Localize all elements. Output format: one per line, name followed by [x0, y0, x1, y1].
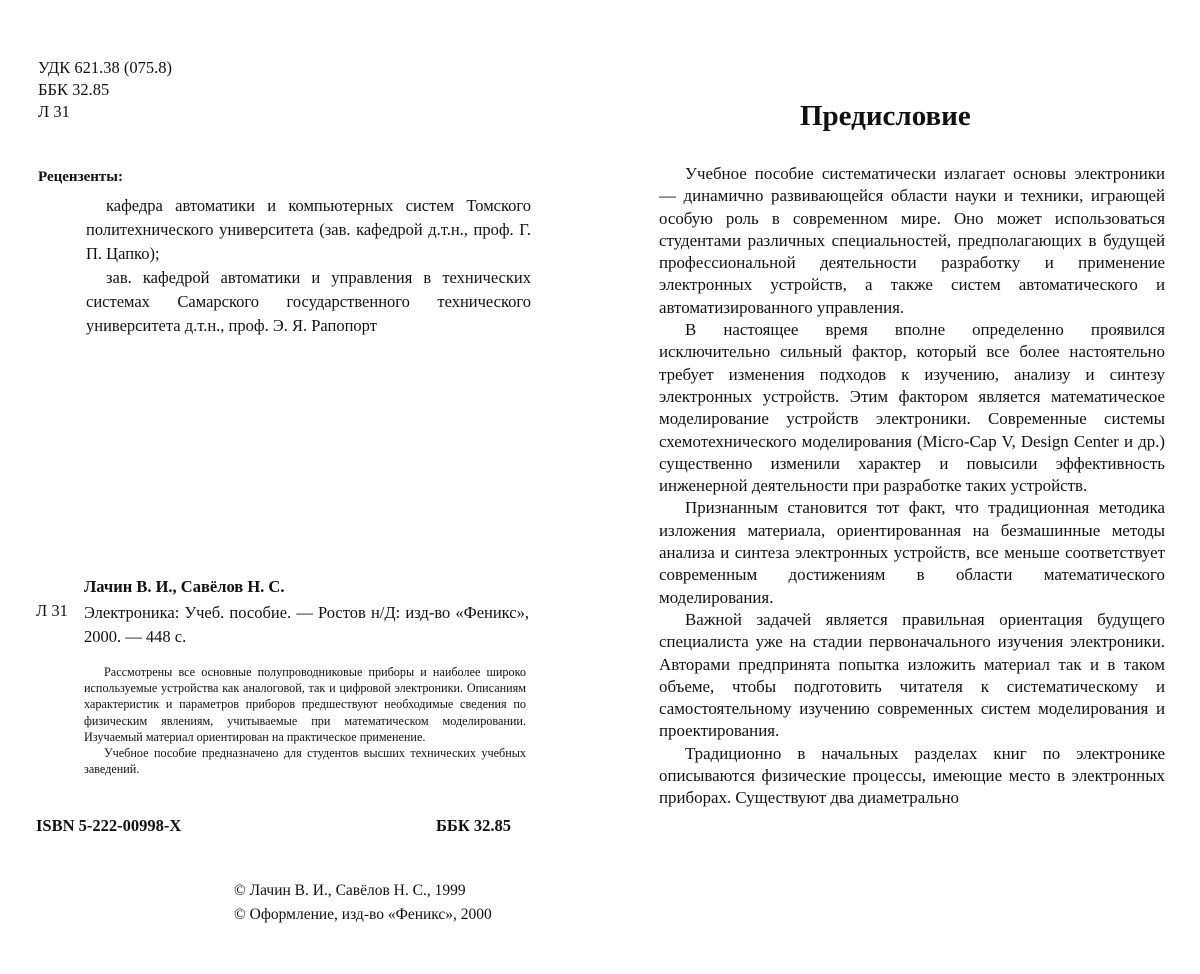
reviewer-entry: кафедра автоматики и компьютерных систем Томского политехнического университета (зав. кафедрой д.т.н., проф. Г. П. Цапко); [86, 196, 531, 263]
isbn: ISBN 5-222-00998-X [36, 816, 182, 835]
preface-body [659, 163, 1165, 810]
abstract-paragraph: Рассмотрены все основные полупроводниковые приборы и наиболее широко используемые устройства как аналоговой, так и цифровой электроники. Описаниям характеристик и параметров приборов предшествуют необходимые сведения по физическим явлениям, учитываемые при математическом моделировании. Изучаемый материал ориентирован на практическое применение. [84, 665, 526, 744]
copyright-block [234, 879, 492, 927]
reviewers-title: Рецензенты: [38, 169, 123, 185]
bbk-line: ББК 32.85 [38, 80, 110, 99]
abstract-paragraph: Учебное пособие предназначено для студентов высших технических учебных заведений. [84, 746, 526, 777]
preface-paragraph: Учебное пособие систематически излагает основы электроники — динамично развивающейся области науки и техники, играющей особую роль в современном мире. Оно может использоваться студентами различных специальностей, предполагающих в будущей профессиональной деятельности разработку и применение электронных устройств, а также систем автоматического и автоматизированного управления. [659, 164, 1165, 317]
preface-paragraph: Важной задачей является правильная ориентация будущего специалиста уже на стадии первоначального изучения электроники. Авторами предпринята попытка изложить материал так и в таком объеме, чтобы подготовить читателя к систематическому и самостоятельному изучению современных систем моделирования и проектирования. [659, 609, 1165, 741]
left-page [0, 0, 560, 974]
book-authors: Лачин В. И., Савёлов Н. С. [84, 577, 285, 596]
preface-paragraph: В настоящее время вполне определенно проявился исключительно сильный фактор, который все более настоятельно требует изменения подходов к изучению, анализу и синтезу электронных устройств. Этим фактором является математическое моделирование устройств электроники. Современные системы схемотехнического моделирования (Micro-Cap V, Design Center и др.) существенно изменили характер и повысили эффективность инженерной деятельности при разработке таких устройств. [659, 320, 1165, 496]
right-page [640, 0, 1200, 974]
udc-line: УДК 621.38 (075.8) [38, 58, 173, 77]
preface-title: Предисловие [800, 100, 971, 132]
preface-paragraph: Признанным становится тот факт, что традиционная методика изложения материала, ориентированная на безмашинные методы анализа и синтеза электронных устройств, все меньше соответствует современным достижениям в области математического моделирования. [659, 498, 1165, 607]
author-mark-line: Л 31 [38, 102, 70, 121]
catalog-code: Л 31 [36, 601, 68, 620]
udc-block [38, 57, 172, 123]
reviewers-list [86, 194, 531, 338]
book-abstract [84, 664, 526, 777]
reviewer-entry: зав. кафедрой автоматики и управления в технических системах Самарского государственного технического университета д.т.н., проф. Э. Я. Рапопорт [86, 268, 531, 335]
copyright-line: © Лачин В. И., Савёлов Н. С., 1999 [234, 882, 466, 899]
preface-paragraph: Традиционно в начальных разделах книг по электронике описываются физические процессы, имеющие место в электронных приборах. Существуют два диаметрально [659, 743, 1165, 808]
bibliographic-entry: Электроника: Учеб. пособие. — Ростов н/Д: изд-во «Феникс», 2000. — 448 с. [84, 603, 529, 646]
bbk-code: ББК 32.85 [436, 816, 512, 835]
copyright-line: © Оформление, изд-во «Феникс», 2000 [234, 906, 492, 923]
